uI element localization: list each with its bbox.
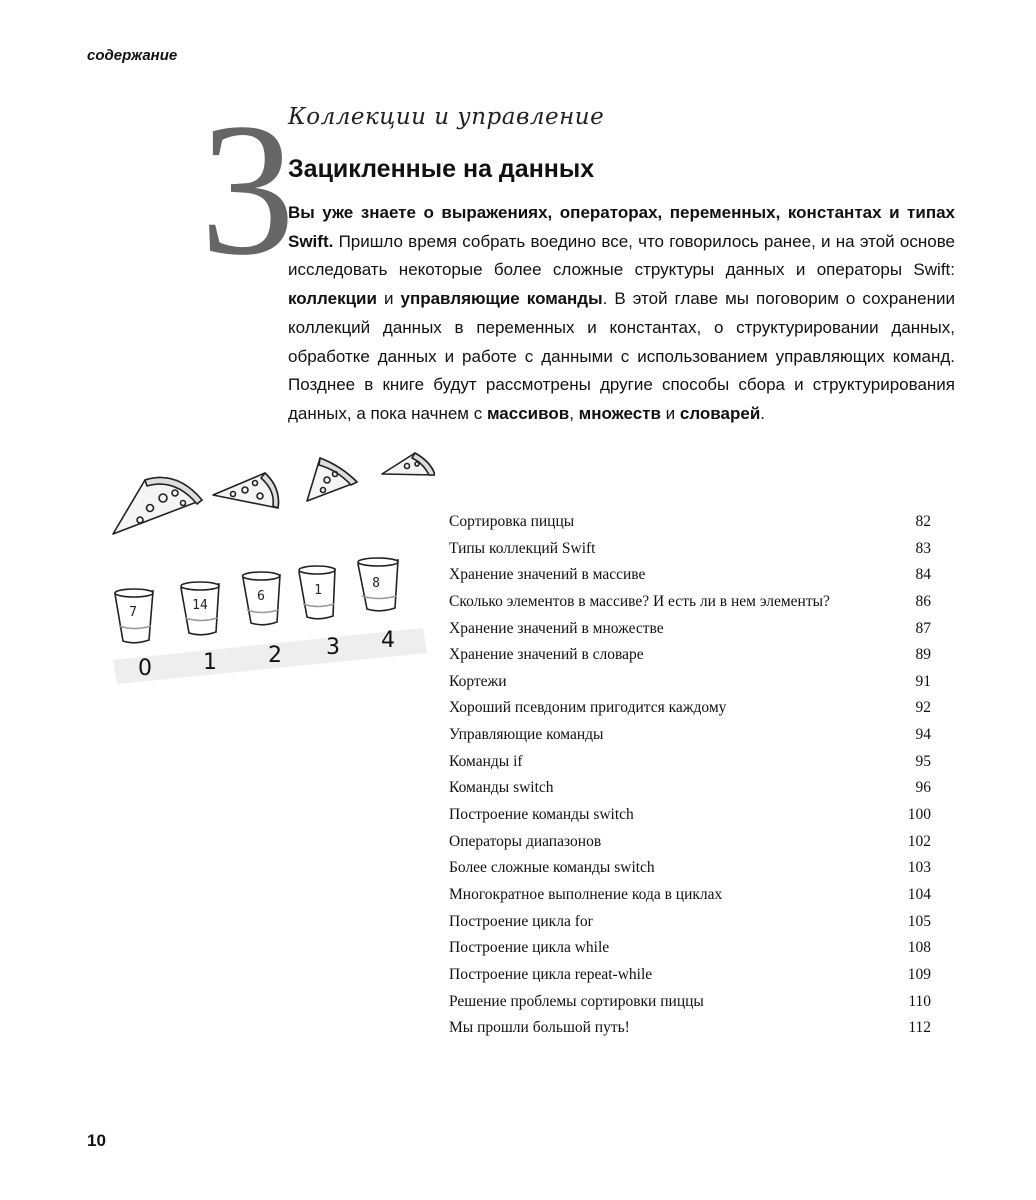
toc-entry-page: 82: [915, 513, 931, 530]
table-of-contents: [449, 509, 931, 1042]
index-label: 2: [268, 643, 282, 668]
toc-entry-title: Построение команды switch: [449, 806, 634, 824]
toc-entry[interactable]: [449, 829, 931, 856]
intro-text: и: [660, 403, 680, 423]
toc-entry-page: 91: [915, 672, 931, 690]
cup-value: 7: [129, 605, 137, 620]
intro-text: и: [376, 289, 401, 309]
toc-entry[interactable]: [449, 616, 931, 643]
intro-emphasis: управляющие команды: [400, 289, 603, 309]
chapter-number: 3: [200, 85, 295, 295]
toc-entry[interactable]: [449, 1015, 931, 1042]
toc-entry-title: Более сложные команды switch: [449, 859, 655, 877]
toc-entry-page: 109: [907, 965, 931, 983]
intro-emphasis: множеств: [578, 403, 661, 423]
intro-emphasis: массивов: [486, 403, 570, 423]
pizza-slice-icon: [113, 478, 202, 535]
toc-entry-title: Мы прошли большой путь!: [449, 1019, 630, 1037]
toc-entry[interactable]: [449, 775, 931, 802]
toc-entry-title: Команды if: [449, 752, 523, 770]
toc-entry[interactable]: [449, 882, 931, 909]
toc-entry-title: Сколько элементов в массиве? И есть ли в нем элементы?: [449, 592, 830, 610]
toc-entry-page: 84: [915, 566, 931, 584]
intro-emphasis: Вы уже знаете о выражениях, операторах, переменных, константах и типах Swift.: [288, 203, 955, 251]
cup-value: 1: [314, 583, 322, 598]
toc-entry[interactable]: [449, 669, 931, 696]
toc-entry-page: 94: [915, 726, 931, 744]
toc-entry-page: 100: [907, 806, 931, 824]
cup-value: 8: [372, 576, 380, 591]
toc-entry-title: Сортировка пиццы: [449, 513, 575, 530]
intro-text: Пришло время собрать воедино все, что говорилось ранее, и на этой основе исследовать некоторые более сложные структуры данных и операторы Swift:: [288, 231, 955, 280]
toc-entry[interactable]: [449, 509, 931, 536]
toc-entry-title: Хороший псевдоним пригодится каждому: [449, 699, 727, 717]
page-number: 10: [87, 1131, 106, 1150]
running-header: содержание: [87, 47, 178, 64]
toc-entry[interactable]: [449, 695, 931, 722]
toc-entry-page: 105: [907, 912, 931, 930]
toc-entry-title: Построение цикла repeat-while: [449, 965, 653, 983]
toc-entry-page: 83: [915, 539, 931, 557]
pizza-slice-icon: [307, 458, 357, 501]
toc-entry-title: Типы коллекций Swift: [449, 539, 596, 557]
toc-entry-page: 102: [907, 832, 931, 850]
toc-entry[interactable]: [449, 855, 931, 882]
toc-entry-page: 110: [908, 992, 931, 1010]
cup-value: 6: [257, 589, 265, 604]
toc-entry-title: Хранение значений в словаре: [449, 646, 644, 664]
toc-entry[interactable]: [449, 562, 931, 589]
toc-entry-page: 87: [915, 619, 931, 637]
toc-entry-title: Операторы диапазонов: [449, 832, 602, 850]
toc-entry[interactable]: [449, 989, 931, 1016]
toc-entry[interactable]: [449, 909, 931, 936]
toc-entry-page: 108: [907, 939, 931, 957]
toc-entry[interactable]: [449, 935, 931, 962]
intro-emphasis: словарей: [679, 403, 761, 423]
toc-entry-title: Многократное выполнение кода в циклах: [449, 885, 723, 903]
toc-entry[interactable]: [449, 722, 931, 749]
pizza-and-cups-illustration: [105, 448, 435, 688]
pizza-slice-icon: [213, 473, 278, 508]
toc-entry[interactable]: [449, 962, 931, 989]
index-label: 3: [326, 635, 340, 660]
toc-entry-page: 96: [915, 779, 931, 797]
index-label: 4: [381, 628, 395, 653]
chapter-subtitle: Коллекции и управление: [288, 104, 605, 130]
toc-entry[interactable]: [449, 642, 931, 669]
intro-text: ,: [569, 403, 579, 423]
toc-entry-title: Хранение значений в массиве: [449, 566, 646, 584]
pizza-slice-icon: [382, 453, 435, 475]
cup-value: 14: [192, 598, 208, 613]
toc-entry-title: Управляющие команды: [449, 726, 604, 744]
toc-entry-title: Команды switch: [449, 779, 554, 797]
toc-entry-page: 103: [907, 859, 931, 877]
toc-entry-title: Хранение значений в множестве: [449, 619, 664, 637]
toc-entry-page: 89: [915, 646, 931, 664]
index-label: 1: [203, 650, 217, 675]
toc-entry[interactable]: [449, 589, 931, 616]
chapter-intro: [288, 199, 955, 429]
toc-entry-page: 86: [915, 592, 931, 610]
toc-entry[interactable]: [449, 749, 931, 776]
toc-entry[interactable]: [449, 536, 931, 563]
chapter-title: Зацикленные на данных: [288, 155, 595, 183]
toc-entry-title: Построение цикла for: [449, 912, 593, 930]
toc-entry-title: Кортежи: [449, 672, 507, 690]
toc-entry-title: Построение цикла while: [449, 939, 610, 957]
toc-entry-title: Решение проблемы сортировки пиццы: [449, 992, 704, 1010]
intro-emphasis: коллекции: [288, 289, 377, 309]
toc-entry-page: 112: [908, 1019, 931, 1037]
toc-entry[interactable]: [449, 802, 931, 829]
intro-text: .: [760, 403, 766, 423]
toc-entry-page: 92: [915, 699, 931, 717]
toc-entry-page: 95: [915, 752, 931, 770]
index-label: 0: [138, 656, 152, 681]
intro-text: . В этой главе мы поговорим о сохранении коллекций данных в переменных и константах, о структурировании данных, обработке данных и работе с данными с использованием управляющих команд. Позднее в книге будут рассмотрены другие способы сбора и структурирования данных, а пока начнем с: [288, 289, 955, 423]
toc-entry-page: 104: [907, 885, 931, 903]
